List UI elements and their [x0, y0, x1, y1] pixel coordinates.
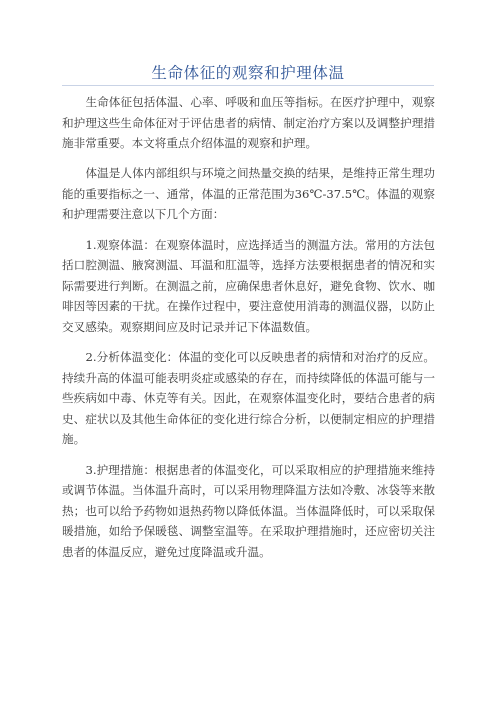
document-body	[62, 92, 435, 572]
paragraph-analyze-changes: 2.分析体温变化：体温的变化可以反映患者的病情和对治疗的反应。持续升高的体温可能表明炎症或感染的存在，而持续降低的体温可能与一些疾病如中毒、休克等有关。因此，在观察体温变化时，要结合患者的病史、症状以及其他生命体征的变化进行综合分析，以便制定相应的护理措施。	[62, 350, 435, 447]
title-divider	[62, 85, 434, 86]
paragraph-care-measures: 3.护理措施：根据患者的体温变化，可以采取相应的护理措施来维持或调节体温。当体温升高时，可以采用物理降温方法如冷敷、冰袋等来散热；也可以给予药物如退热药物以降低体温。当体温降低时，可以采取保暖措施，如给予保暖毯、调整室温等。在采取护理措施时，还应密切关注患者的体温反应，避免过度降温或升温。	[62, 462, 435, 559]
paragraph-observe-temperature: 1.观察体温：在观察体温时，应选择适当的测温方法。常用的方法包括口腔测温、腋窝测温、耳温和肛温等，选择方法要根据患者的情况和实际需要进行判断。在测温之前，应确保患者休息好，避免食物、饮水、咖啡因等因素的干扰。在操作过程中，要注意使用消毒的测温仪器，以防止交叉感染。观察期间应及时记录并记下体温数值。	[62, 237, 435, 334]
paragraph-temperature-definition: 体温是人体内部组织与环境之间热量交换的结果，是维持正常生理功能的重要指标之一、通常，体温的正常范围为36℃-37.5℃。体温的观察和护理需要注意以下几个方面：	[62, 166, 435, 222]
document-title: 生命体征的观察和护理体温	[151, 64, 345, 82]
paragraph-intro: 生命体征包括体温、心率、呼吸和血压等指标。在医疗护理中，观察和护理这些生命体征对于评估患者的病情、制定治疗方案以及调整护理措施非常重要。本文将重点介绍体温的观察和护理。	[62, 95, 435, 151]
